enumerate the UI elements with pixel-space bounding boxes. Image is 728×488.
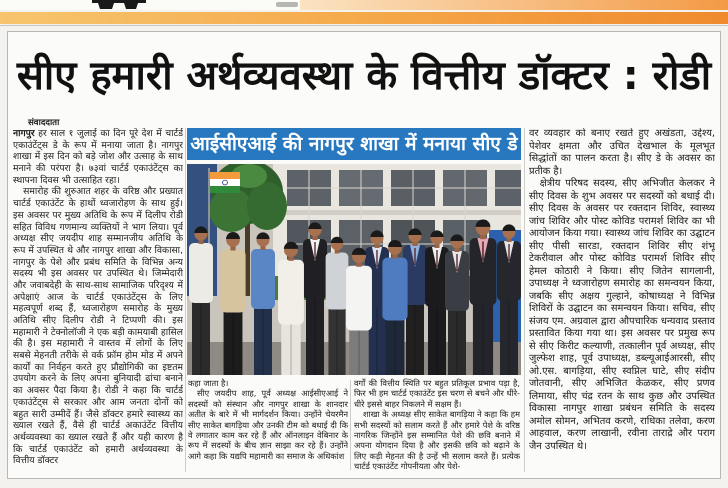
person-figure (497, 224, 521, 375)
dateline: नागपुर (13, 128, 35, 139)
masthead-mark (276, 2, 298, 7)
person-figure (326, 237, 349, 375)
column-rule (524, 128, 525, 472)
headline-text: सीए हमारी अर्थव्यवस्था के वित्तीय डॉक्टर : रोडी (16, 53, 712, 99)
photo-frame (187, 164, 521, 375)
person-figure (189, 226, 213, 375)
text-column-3 (354, 378, 520, 472)
group-photo (187, 164, 521, 375)
text-column-4 (529, 128, 715, 472)
text-column-2 (188, 378, 348, 472)
paragraph: सीए जयदीप शाह, पूर्व अध्यक्ष आईसीएआई ने सदस्यों को संस्थान और नागपुर शाखा के शानदार अतीत के बारे में भी मार्गदर्शन किया। उन्होंने चेयरमैन सीए साकेत बागड़िया और उनकी टीम को बधाई दी कि वे लगातार काम कर रहे हैं और ऑनलाइन वेबिनार के रूप में सदस्यों के बीच ज्ञान साझा कर रहे हैं। उन्होंने आगे कहा कि यद्यपि महामारी का समाज के अधिकांश (188, 388, 348, 461)
person-figure (220, 232, 245, 375)
paragraph (13, 128, 183, 186)
person-figure (346, 248, 372, 375)
column-rule (185, 128, 186, 472)
paragraph-text: हर साल १ जुलाई का दिन पूरे देश में चार्टर्ड एकाउंटेंट्स डे के रूप में मनाया जाता है। नागपुर शाखा में इस दिन को बड़े जोश और उत्साह के साथ मनाने की परंपरा है। ७३वां चार्टर्ड एकाउंटेंट्स का स्थापना दिवस भी उत्साहित रहा। (13, 128, 183, 186)
text-column-1 (13, 128, 183, 472)
byline: संवाददाता (28, 118, 60, 128)
person-figure (445, 234, 469, 375)
paragraph: कहा जाता है। (188, 378, 229, 388)
paragraph: समारोह की शुरुआत शहर के वरिष्ठ और प्रख्यात चार्टर्ड एकाउंटेंट के हाथों ध्वजारोहण के साथ हुई। इस अवसर पर मुख्य अतिथि के रूप में दिलीप रोडी सहित विविध गणमान्य व्यक्तियों ने भाग लिया। पूर्व अध्यक्ष सीए जयदीप शाह सम्मानजीय अतिथि के रूप में उपस्थित थे और नागपुर शाखा और विकासा, नागपुर के पेशे और प्रबंध समिति के विभिन्न अन्य सदस्य भी इस अवसर पर उपस्थित थे। जिम्मेदारी और जवाबदेही के साथ-साथ सामाजिक परिदृश्य में अपेक्षाएं आज के चार्टर्ड एकाउंटेंट्स के लिए महत्वपूर्ण शब्द हैं, ध्वजारोहण समारोह के मुख्य अतिथि सीए दिलीप रोडी ने टिप्पणी की। इस महामारी ने टेक्नोलॉजी ने एक बड़ी कामयाबी हासिल की है। इस महामारी ने वास्तव में लोगों के लिए सबसे मेहनती तरीके से वर्क फ्रॉम होम मोड में अपने कार्यों का निर्वहन करते हुए प्रौद्योगिकी का इष्टतम उपयोग करने के लिए अपना बुनियादी ढांचा बनाने का अवसर पैदा किया है। रोडी ने कहा कि चार्टर्ड एकाउंटेंट्स से सरकार और आम जनता दोनों को बहुत सारी उम्मीदें हैं। जैसे डॉक्टर हमारे स्वास्थ्य का ख्याल रखते हैं, वैसे ही चार्टर्ड अकाउंटेंट वित्तीय अर्थव्यवस्था का ख्याल रखते हैं और यही कारण है कि चार्टर्ड एकाउंटेंट को हमारी अर्थव्यवस्था के वित्तीय डॉक्टर (13, 186, 183, 467)
masthead-rule (0, 25, 728, 26)
masthead-color-bar (0, 12, 728, 24)
subheadline-banner (187, 128, 521, 160)
subheadline-text: आईसीएआई की नागपुर शाखा में मनाया सीए डे (190, 133, 518, 155)
person-figure (470, 219, 497, 375)
paragraph: वर व्यवहार को बनाए रखते हुए अखंडता, उद्देश्य, पेशेवर क्षमता और उचित देखभाल के मूलभूत सिद्धांतों का पालन करता है। सीए डे के अवसर का प्रतीक है। (529, 128, 715, 177)
person-figure (278, 242, 304, 375)
masthead-top-bar (300, 0, 728, 10)
paragraph: वर्गों की वित्तीय स्थिति पर बहुत प्रतिकूल प्रभाव पड़ा है, फिर भी हम चार्टर्ड एकाउंटेंट इस चरण से बचने और धीरे-धीरे इससे बाहर निकलने में सक्षम हैं। (354, 378, 520, 409)
person-figure (251, 232, 275, 375)
article-headline (14, 38, 714, 114)
person-figure (303, 222, 327, 375)
masthead-strip (0, 0, 728, 28)
person-figure (382, 240, 407, 375)
column-rule (350, 380, 351, 470)
paragraph: क्षेत्रीय परिषद सदस्य, सीए अभिजीत केलकर ने सीए दिवस के शुभ अवसर पर सदस्यों को बधाई दी। सीए दिवस के अवसर पर रक्तदान शिविर, स्वास्थ्य जांच शिविर और पोस्ट कोविड परामर्श शिविर का भी आयोजन किया गया। स्वास्थ्य जांच शिविर का उद्घाटन सीए पीसी सारडा, रक्तदान शिविर सीए शंभू टेकरीवाल और पोस्ट कोविड परामर्श शिविर सीए हेमल कोठारी ने किया। सीए जितेन सागलानी, उपाध्यक्ष ने ध्वजारोहण समारोह का समन्वयन किया, जबकि सीए अक्षय गुल्हाने, कोषाध्यक्ष ने विभिन्न शिविरों के उद्घाटन का समन्वयन किया। सचिव, सीए संजय एम. अग्रवाल द्वारा औपचारिक धन्यवाद प्रस्ताव प्रस्तावित किया गया था। इस अवसर पर प्रमुख रूप से सीए किरीट कल्याणी, तत्कालीन पूर्व अध्यक्ष, सीए जुल्फेश शाह, पूर्व उपाध्यक्ष, डब्ल्यूआईआरसी, सीए ओ.एस. बागड़िया, सीए स्वप्निल घाटे, सीए संदीप जोतवानी, सीए अभिजित केळकर, सीए प्रणव लिमाया, सीए चंद्र रतन के साथ कुछ और उपस्थित विकासा नागपुर शाखा प्रबंधन समिति के सदस्य अमोल सोमन, अभितव करणे, राधिका तलेवा, करण आहवाल, करण लाखानी, रवीना ताराद्रे और पराग जैन उपस्थित थे। (529, 178, 715, 452)
paragraph: शाखा के अध्यक्ष सीए साकेत बागड़िया ने कहा कि हम सभी सदस्यों को सलाम करते हैं और हमारे पेशे के वरिष्ठ नागरिक जिन्होंने इस सम्मानित पेशे की छवि बनाने में अपना योगदान दिया है और इसकी छवि को बढ़ाने के लिए कड़ी मेहनत की है उन्हें भी सलाम करते हैं। प्रत्येक चार्टर्ड एकाउंटेंट गोपनीयता और पेशे- (354, 409, 520, 472)
